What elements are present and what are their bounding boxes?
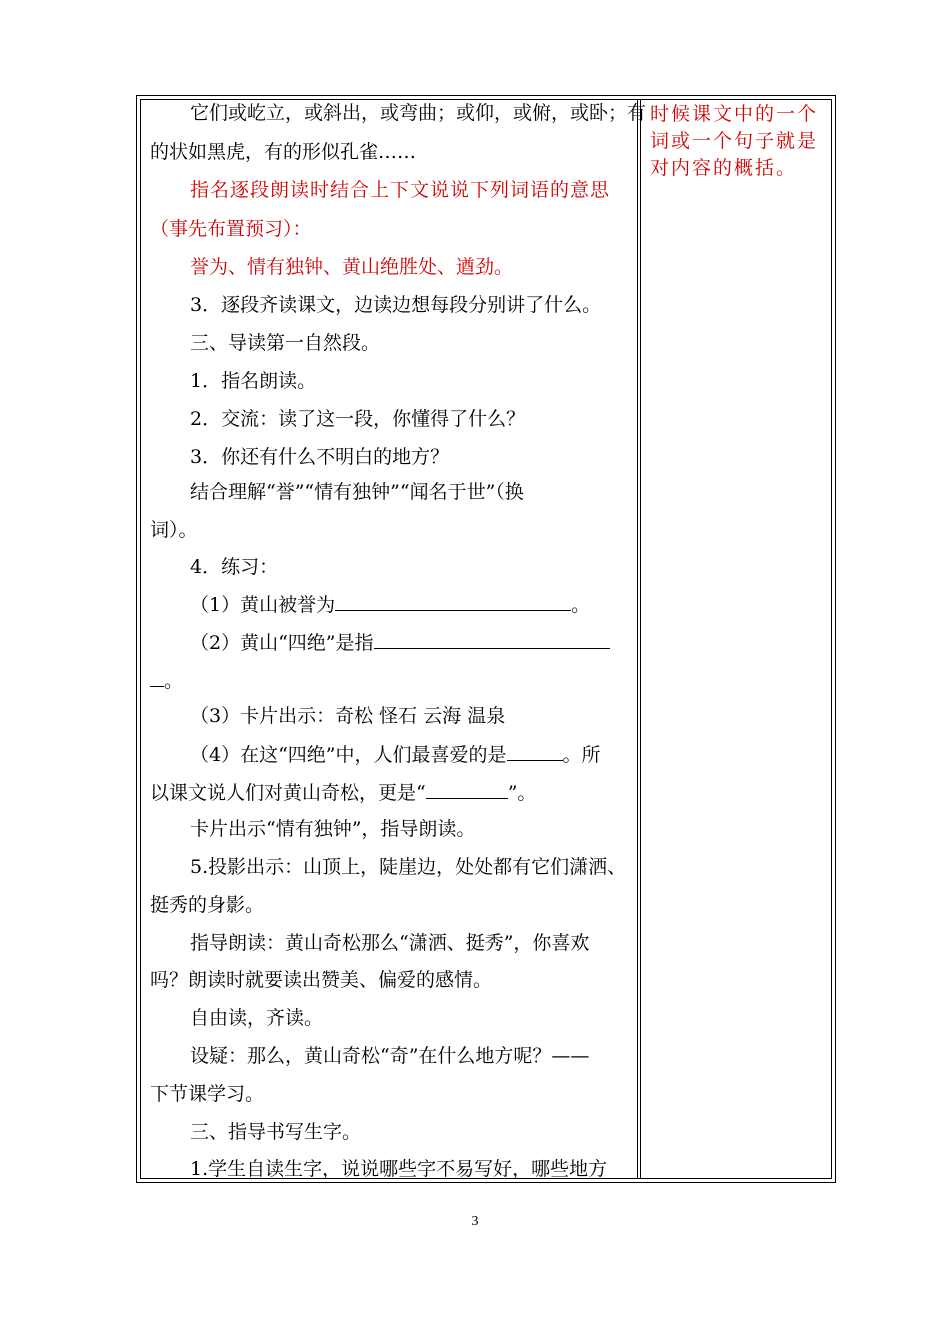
exercise-2-end: 。 — [164, 670, 184, 692]
exercise-3: （3）卡片出示：奇松 怪石 云海 温泉 — [190, 705, 506, 727]
text-line: 设疑：那么，黄山奇松“奇”在什么地方呢？—— — [190, 1045, 590, 1067]
exercise-1-end: 。 — [571, 594, 591, 616]
red-vocabulary-line: 誉为、情有独钟、黄山绝胜处、遒劲。 — [190, 256, 514, 278]
exercise-4-continued — [150, 780, 536, 805]
red-instruction-line: （事先布置预习）： — [150, 218, 312, 240]
text-line: 1．指名朗读。 — [190, 370, 317, 392]
text-line: 的状如黑虎，有的形似孔雀…… — [150, 141, 417, 163]
blank-line — [426, 780, 508, 799]
section-heading: 三、指导书写生字。 — [190, 1121, 362, 1143]
exercise-4-prompt: （4）在这“四绝”中，人们最喜爱的是 — [190, 744, 507, 766]
page-number: 3 — [471, 1214, 479, 1229]
annotation-line: 时候课文中的一个 — [650, 103, 819, 125]
text-line: 自由读，齐读。 — [190, 1007, 324, 1029]
section-heading: 三、导读第一自然段。 — [190, 332, 381, 354]
text-line: 它们或屹立，或斜出，或弯曲；或仰，或俯，或卧；有 — [190, 102, 647, 124]
text-line: 挺秀的身影。 — [150, 894, 265, 916]
red-instruction-line: 指名逐段朗读时结合上下文说说下列词语的意思 — [190, 179, 611, 201]
text-line: 4．练习： — [190, 556, 279, 578]
exercise-1 — [190, 592, 590, 617]
exercise-2-continued — [150, 668, 183, 693]
text-line: 结合理解“誉”“情有独钟”“闻名于世”（换 — [190, 481, 524, 503]
text-line: 吗？朗读时就要读出赞美、偏爱的感情。 — [150, 969, 493, 991]
text-line: 2．交流：读了这一段，你懂得了什么？ — [190, 408, 526, 430]
exercise-4-end-2: ”。 — [507, 782, 537, 804]
blank-line — [507, 742, 563, 761]
column-divider — [637, 99, 641, 1179]
text-line: 指导朗读：黄山奇松那么“潇洒、挺秀”，你喜欢 — [190, 932, 590, 954]
blank-line — [374, 630, 610, 649]
exercise-4-prompt-2: 以课文说人们对黄山奇松，更是“ — [150, 782, 426, 804]
annotation-line: 词或一个句子就是 — [650, 130, 819, 152]
blank-line — [150, 668, 164, 687]
text-line: 下节课学习。 — [150, 1083, 265, 1105]
text-line: 5.投影出示：山顶上，陡崖边，处处都有它们潇洒、 — [190, 856, 627, 878]
annotation-line: 对内容的概括。 — [650, 157, 798, 179]
text-line: 3．你还有什么不明白的地方？ — [190, 446, 450, 468]
exercise-2 — [190, 630, 610, 655]
text-line: 3．逐段齐读课文，边读边想每段分别讲了什么。 — [190, 294, 602, 316]
text-line: 1.学生自读生字，说说哪些字不易写好，哪些地方 — [190, 1158, 608, 1180]
exercise-4-end: 。所 — [562, 744, 601, 766]
exercise-1-prompt: （1）黄山被誉为 — [190, 594, 336, 616]
blank-line — [335, 592, 571, 611]
text-line: 卡片出示“情有独钟”，指导朗读。 — [190, 818, 476, 840]
text-line: 词）。 — [150, 519, 198, 541]
exercise-2-prompt: （2）黄山“四绝”是指 — [190, 632, 374, 654]
exercise-4 — [190, 742, 601, 767]
